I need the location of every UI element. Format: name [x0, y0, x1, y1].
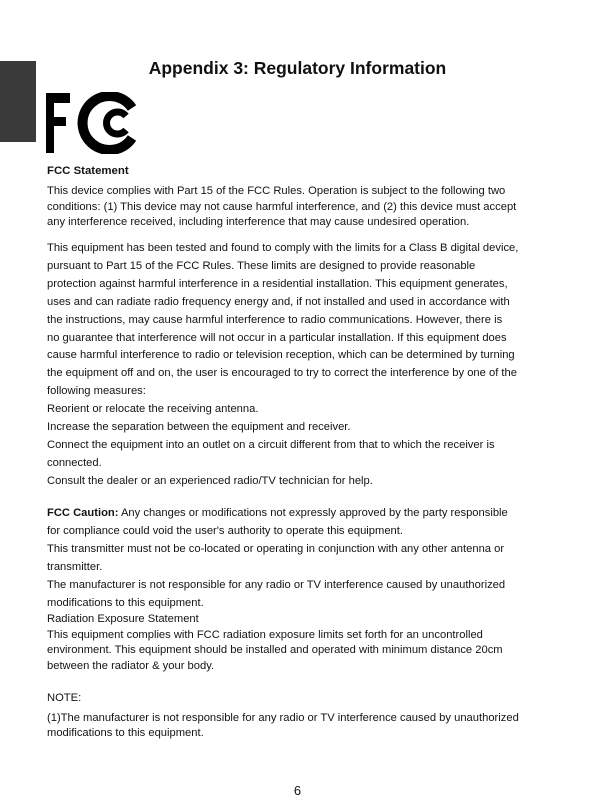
- text-line: protection against harmful interference in a residential installation. This equipment generates,: [47, 277, 508, 290]
- text-line: environment. This equipment should be installed and operated with minimum distance 20cm: [47, 644, 503, 657]
- text-line: cause harmful interference to radio or television reception, which can be determined by turning: [47, 349, 515, 362]
- text-line: no guarantee that interference will not occur in a particular installation. If this equipment does: [47, 331, 507, 344]
- fcc-caution-label: FCC Caution:: [47, 507, 119, 519]
- text-line: Increase the separation between the equipment and receiver.: [47, 421, 351, 434]
- fcc-logo: [46, 92, 138, 154]
- text-line: any interference received, including interference that may cause undesired operation.: [47, 216, 470, 229]
- text-line: the instructions, may cause harmful interference to radio communications. However, there is: [47, 313, 503, 326]
- note-section: [47, 691, 557, 742]
- text-line: Consult the dealer or an experienced radio/TV technician for help.: [47, 474, 373, 487]
- fcc-caution-paragraph: [47, 505, 557, 612]
- text-line: This equipment complies with FCC radiation exposure limits set forth for an uncontrolled: [47, 628, 483, 641]
- text-line: This device complies with Part 15 of the FCC Rules. Operation is subject to the following two: [47, 185, 506, 197]
- text-line: modifications to this equipment.: [47, 596, 204, 609]
- text-line: uses and can radiate radio frequency energy and, if not installed and used in accordance with: [47, 295, 510, 308]
- fcc-caution-text: Any changes or modifications not expressly approved by the party responsible: [118, 507, 508, 519]
- page-number: 6: [293, 783, 302, 798]
- text-line: modifications to this equipment.: [47, 727, 204, 740]
- fcc-statement-intro: [47, 184, 557, 231]
- text-line: Connect the equipment into an outlet on a circuit different from that to which the receiver is: [47, 438, 495, 451]
- fcc-statement-heading: [47, 165, 557, 177]
- text-line: (1)The manufacturer is not responsible for any radio or TV interference caused by unauthorized: [47, 711, 519, 724]
- radiation-exposure-section: [47, 612, 557, 674]
- text-line: between the radiator & your body.: [47, 659, 215, 672]
- text-line: This equipment has been tested and found to comply with the limits for a Class B digital device,: [47, 242, 519, 254]
- class-b-paragraph: [47, 240, 557, 491]
- text-line: connected.: [47, 456, 102, 469]
- text-line: [47, 505, 557, 523]
- text-line: the equipment off and on, the user is encouraged to try to correct the interference by one of the: [47, 367, 517, 380]
- text-line: for compliance could void the user's authority to operate this equipment.: [47, 524, 403, 537]
- radiation-heading: Radiation Exposure Statement: [47, 613, 199, 625]
- page-title: Appendix 3: Regulatory Information: [148, 58, 447, 78]
- text-line: conditions: (1) This device may not cause harmful interference, and (2) this device must accept: [47, 200, 517, 213]
- section-heading: FCC Statement: [47, 165, 129, 177]
- text-line: Reorient or relocate the receiving antenna.: [47, 403, 259, 416]
- text-line: transmitter.: [47, 560, 103, 573]
- text-line: following measures:: [47, 385, 146, 398]
- text-line: This transmitter must not be co-located or operating in conjunction with any other antenna or: [47, 542, 505, 555]
- note-heading: NOTE:: [47, 692, 82, 704]
- text-line: pursuant to Part 15 of the FCC Rules. These limits are designed to provide reasonable: [47, 259, 476, 272]
- text-line: The manufacturer is not responsible for any radio or TV interference caused by unauthorized: [47, 578, 506, 591]
